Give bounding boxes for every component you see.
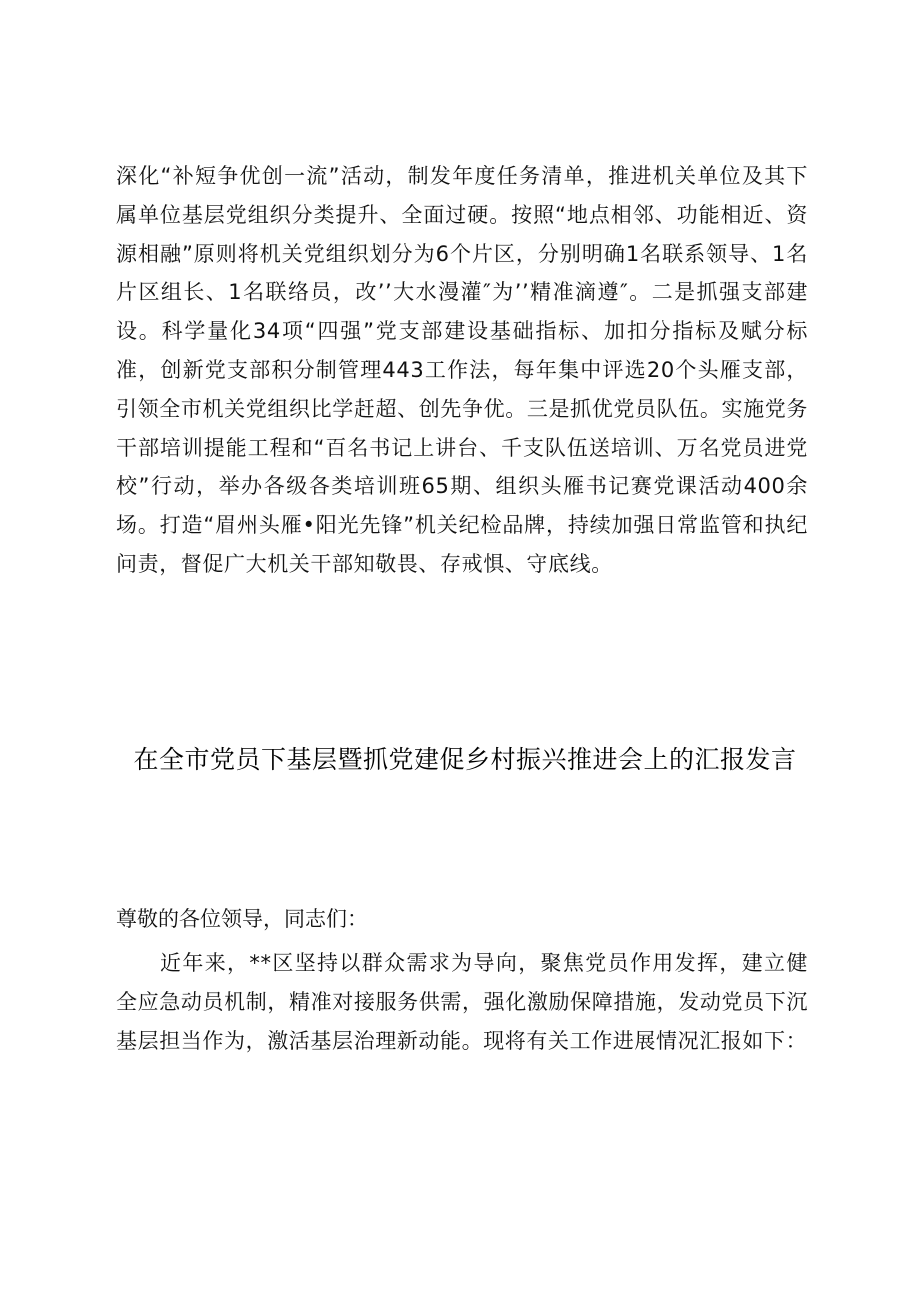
body-paragraph: 深化“补短争优创一流”活动，制发年度任务清单，推进机关单位及其下属单位基层党组织分类提升、全面过硬。按照“地点相邻、功能相近、资源相融”原则将机关党组织划分为6个片区，分别明确1名联系领导、1名片区组长、1名联络员，改’’大水漫灌″为’’精准滴遵″。二是抓强支部建设。科学量化34项“四强”党支部建设基础指标、加扣分指标及赋分标准，创新党支部积分制管理443工作法，每年集中评选20个头雁支部，引领全市机关党组织比学赶超、创先争优。三是抓优党员队伍。实施党务干部培训提能工程和“百名书记上讲台、千支队伍送培训、万名党员进党校”行动，举办各级各类培训班65期、组织头雁书记赛党课活动400余场。打造“眉州头雁•阳光先锋”机关纪检品牌，持续加强日常监管和执纪问责，督促广大机关干部知敬畏、存戒惧、守底线。 bbox=[116, 164, 808, 576]
document-title: 在全市党员下基层暨抓党建促乡村振兴推进会上的汇报发言 bbox=[133, 745, 797, 774]
intro-paragraph: 近年来，**区坚持以群众需求为导向，聚焦党员作用发挥，建立健全应急动员机制，精准对接服务供需，强化激励保障措施，发动党员下沉基层担当作为，激活基层治理新动能。现将有关工作进展情况汇报如下： bbox=[116, 951, 808, 1053]
salutation: 尊敬的各位领导，同志们： bbox=[116, 907, 368, 931]
